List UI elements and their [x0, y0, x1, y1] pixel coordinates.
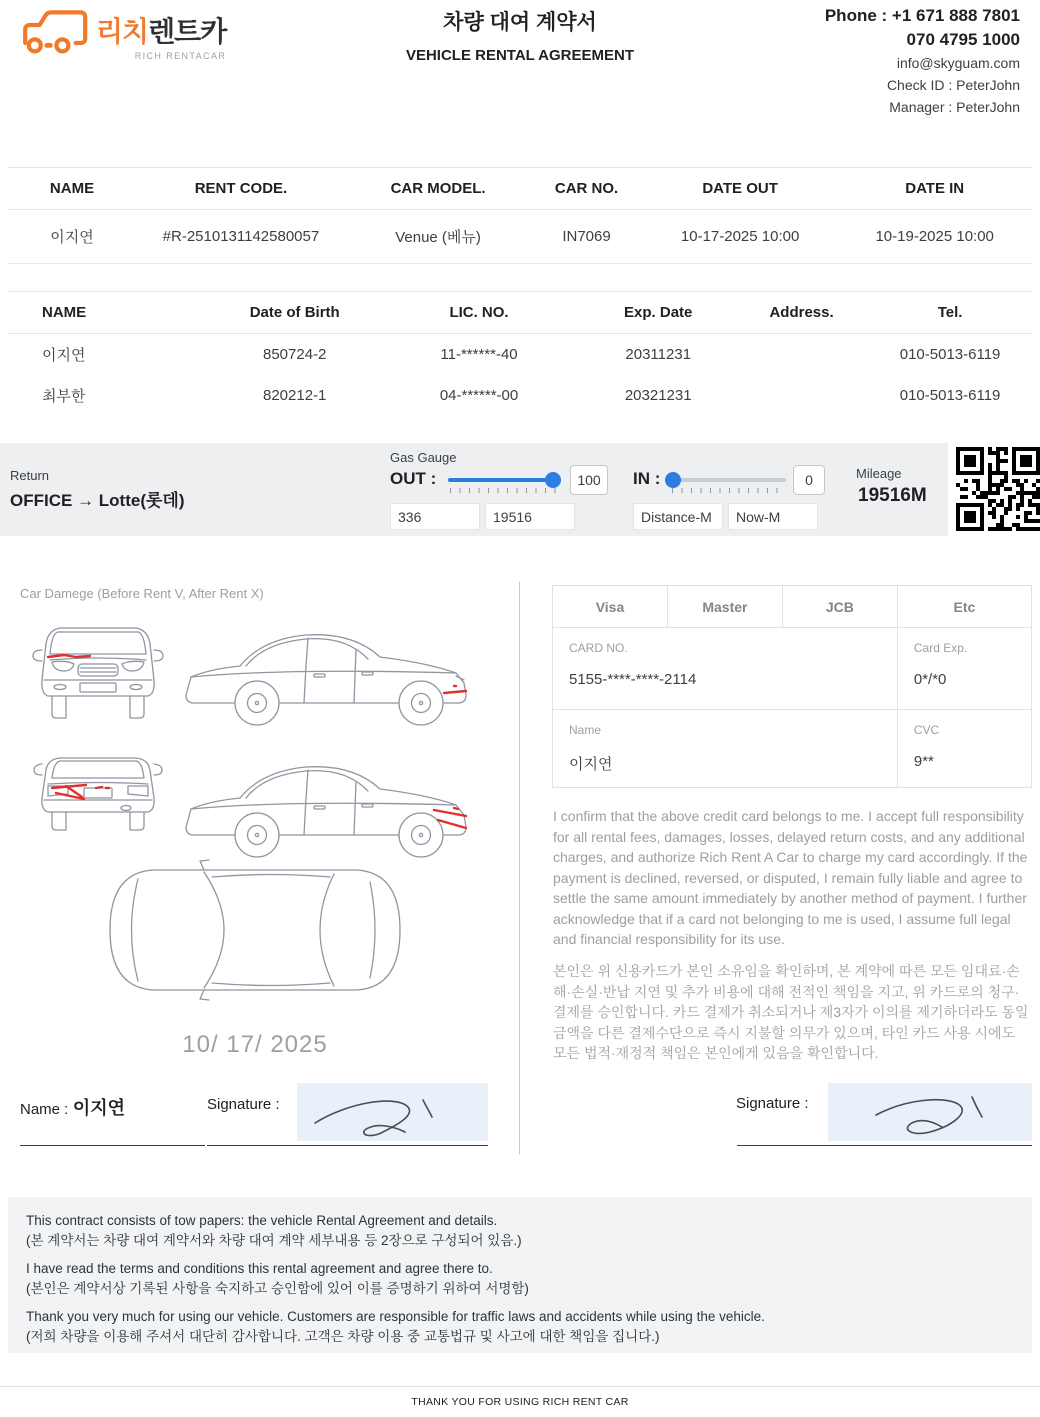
document-title — [320, 6, 720, 64]
car-front-view — [33, 628, 163, 718]
in-odometer-input[interactable] — [728, 503, 818, 530]
gauge-out-slider-thumb[interactable] — [545, 472, 561, 488]
col-header-tel: Tel. — [868, 292, 1032, 334]
card-type-visa[interactable]: Visa — [553, 586, 668, 628]
driver-row — [8, 375, 1032, 416]
col-header-car-no: CAR NO. — [530, 168, 643, 210]
note-ko: (본인은 계약서상 기록된 사항을 숙지하고 승인함에 있어 이를 증명하기 위하여 서명함) — [26, 1280, 529, 1296]
brand-logo — [18, 8, 226, 65]
driver-name: 이지연 — [42, 346, 86, 364]
gauge-out-label: OUT : — [390, 469, 437, 488]
rent-code: #R-2510131142580057 — [136, 210, 346, 264]
mileage-value: 19516M — [858, 485, 927, 506]
signature-pad-right[interactable] — [828, 1083, 1032, 1141]
card-type-etc[interactable]: Etc — [897, 586, 1031, 628]
signature-stroke — [828, 1083, 1032, 1141]
footer-divider — [0, 1386, 1040, 1387]
card-exp-value: 0*/*0 — [913, 671, 947, 688]
title-korean: 차량 대여 계약서 — [443, 11, 597, 34]
name-underline — [20, 1145, 205, 1146]
driver-exp: 20321231 — [624, 386, 692, 404]
driver-birth: 850724-2 — [263, 345, 327, 363]
signature-underline-right — [737, 1145, 1032, 1146]
card-table — [552, 585, 1032, 788]
footer-text: THANK YOU FOR USING RICH RENT CAR — [411, 1396, 629, 1408]
gauge-out-value: 100 — [570, 465, 608, 495]
driver-tel: 010-5013-6119 — [899, 345, 1001, 363]
signature-underline-left — [207, 1145, 488, 1146]
logo-text-accent: 리치 — [96, 16, 149, 47]
manager: Manager : PeterJohn — [889, 99, 1020, 115]
card-type-master[interactable]: Master — [667, 586, 782, 628]
gauge-out-slider[interactable] — [448, 478, 558, 482]
col-header-rent-code: RENT CODE. — [136, 168, 346, 210]
phone-secondary: 070 4795 1000 — [906, 30, 1020, 49]
gauge-section — [0, 443, 948, 536]
renter-name: 이지연 — [8, 210, 136, 264]
contract-date: 10/ 17/ 2025 — [182, 1031, 328, 1058]
signature-pad-left[interactable] — [297, 1083, 488, 1141]
col-header-driver-name: NAME — [8, 292, 213, 334]
gauge-in-label: IN : — [633, 469, 661, 488]
contract-notes — [8, 1197, 1032, 1353]
card-type-jcb[interactable]: JCB — [782, 586, 897, 628]
col-header-date-out: DATE OUT — [643, 168, 838, 210]
gauge-out-ticks — [450, 488, 558, 493]
contact-block — [825, 4, 1020, 118]
car-side-view-2 — [186, 767, 466, 857]
card-confirmation-en: I confirm that the above credit card belongs to me. I accept full responsibility for all rental fees, damages, losses, delayed return costs, and any additional charges, and authorize Rich Rent A Car to charge my card accordingly. If the payment is declined, reversed, or disputed, I remain fully liable and agree to settle the same amount immediately by another method of payment. I further acknowledge that if a card not belonging to me is used, I assume full legal and financial responsibility for its use. — [553, 808, 1028, 947]
return-label: Return — [10, 468, 50, 483]
logo-subtitle: RICH RENTACAR — [134, 51, 227, 61]
signature-label-right: Signature : — [736, 1095, 809, 1112]
gauge-in-slider[interactable] — [668, 478, 786, 482]
card-confirmation-ko: 본인은 위 신용카드가 본인 소유임을 확인하며, 본 계약에 따른 모든 임대료·손해·손실·반납 지연 및 추가 비용에 대해 전적인 책임을 지고, 위 카드로의 청구·결제를 승인합니다. 카드 결제가 취소되거나 제3자가 이의를 제기하더라도 동일 금액을 다른 결제수단으로 즉시 지불할 의무가 있으며, 타인 카드 사용 시에도 모든 법적·재정적 책임은 본인에게 있음을 확인합니다. — [553, 963, 1029, 1061]
car-side-view-1 — [186, 635, 466, 725]
out-odometer-input[interactable] — [485, 503, 575, 530]
col-header-exp-date: Exp. Date — [581, 292, 735, 334]
gauge-in-ticks — [672, 488, 786, 493]
qr-code — [956, 447, 1040, 531]
gas-gauge-label: Gas Gauge — [390, 450, 457, 465]
col-header-birth: Date of Birth — [213, 292, 377, 334]
check-id: Check ID : PeterJohn — [886, 77, 1020, 93]
driver-lic: 04-******-00 — [439, 386, 519, 404]
out-distance-input[interactable] — [390, 503, 480, 530]
driver-address — [735, 375, 868, 416]
col-header-date-in: DATE IN — [837, 168, 1032, 210]
car-damage-title: Car Damege (Before Rent V, After Rent X) — [20, 586, 264, 601]
rental-row — [8, 210, 1032, 264]
signature-stroke — [297, 1083, 488, 1141]
signature-label-left: Signature : — [207, 1096, 280, 1113]
gauge-in-value: 0 — [793, 465, 825, 495]
note-en: Thank you very much for using our vehicle. Customers are responsible for traffic laws and accidents while using the vehicle. — [26, 1309, 765, 1324]
cvc-value: 9** — [913, 753, 934, 770]
rental-info-table — [8, 167, 1032, 264]
car-no: IN7069 — [530, 210, 643, 264]
name-value: 이지연 — [72, 1098, 125, 1118]
return-route: OFFICE → Lotte(롯데) — [10, 491, 185, 510]
col-header-lic-no: LIC. NO. — [377, 292, 582, 334]
name-row — [20, 1094, 125, 1120]
col-header-name: NAME — [8, 168, 136, 210]
driver-lic: 11-******-40 — [440, 345, 518, 363]
email: info@skyguam.com — [896, 55, 1020, 71]
mileage-label: Mileage — [856, 466, 902, 481]
driver-name: 최부한 — [42, 387, 86, 405]
cvc-label: CVC — [913, 723, 940, 737]
car-damage-diagram[interactable] — [8, 602, 508, 1022]
driver-table — [8, 291, 1032, 416]
note-en: This contract consists of tow papers: the vehicle Rental Agreement and details. — [26, 1213, 498, 1228]
col-header-address: Address. — [735, 292, 868, 334]
card-name-label: Name — [569, 723, 602, 737]
gauge-in-slider-thumb[interactable] — [665, 472, 681, 488]
title-english: VEHICLE RENTAL AGREEMENT — [405, 47, 635, 64]
logo-truck-icon — [18, 8, 90, 65]
driver-exp: 20311231 — [625, 345, 692, 363]
note-ko: (본 계약서는 차량 대여 계약서와 차량 대여 계약 세부내용 등 2장으로 구성되어 있음.) — [26, 1232, 522, 1248]
driver-address — [735, 334, 868, 375]
car-model: Venue (베뉴) — [346, 210, 530, 264]
driver-tel: 010-5013-6119 — [899, 386, 1001, 404]
car-rear-view — [34, 758, 162, 830]
card-exp-label: Card Exp. — [913, 641, 968, 655]
phone-primary: Phone : +1 671 888 7801 — [824, 6, 1020, 25]
col-header-car-model: CAR MODEL. — [346, 168, 530, 210]
date-in: 10-19-2025 10:00 — [837, 210, 1032, 264]
in-distance-input[interactable] — [633, 503, 723, 530]
driver-birth: 820212-1 — [263, 386, 327, 404]
logo-text-dark: 렌트카 — [148, 16, 227, 47]
card-no-label: CARD NO. — [569, 641, 628, 655]
card-name-value: 이지연 — [569, 756, 613, 773]
date-out: 10-17-2025 10:00 — [643, 210, 838, 264]
driver-row — [8, 334, 1032, 375]
car-top-view — [110, 860, 400, 1000]
card-no-value: 5155-****-****-2114 — [569, 671, 697, 688]
note-en: I have read the terms and conditions this rental agreement and agree there to. — [26, 1261, 493, 1276]
name-label: Name : — [20, 1101, 69, 1118]
note-ko: (저희 차량을 이용해 주셔서 대단히 감사합니다. 고객은 차량 이용 중 교통법규 및 사고에 대한 책임을 집니다.) — [26, 1328, 660, 1344]
column-divider — [519, 582, 520, 1154]
